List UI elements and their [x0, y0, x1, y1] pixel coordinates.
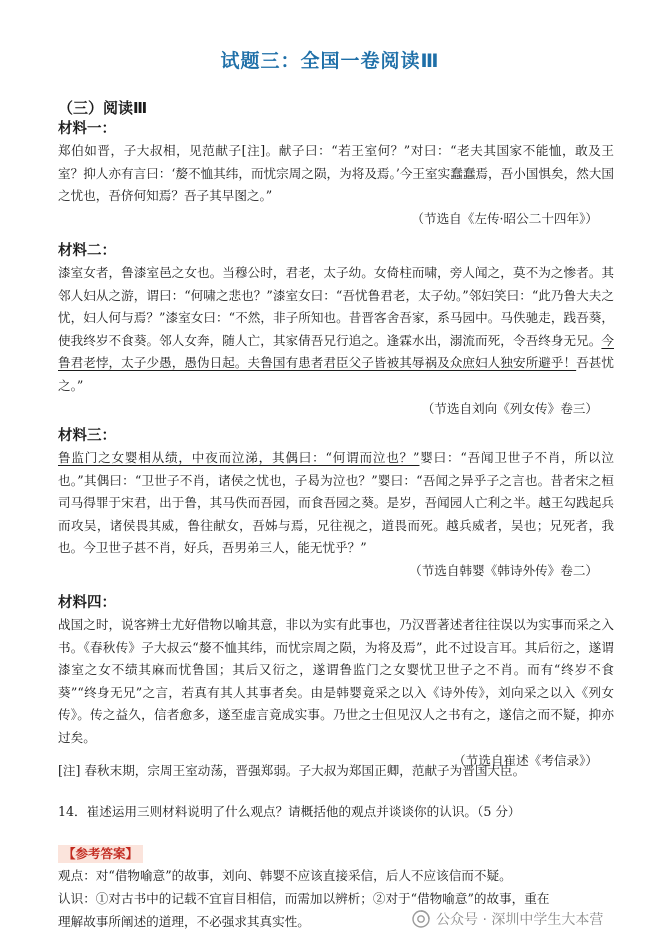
- material-text-part: 漆室女者，鲁漆室邑之女也。当穆公时，君老，太子幼。女倚柱而啸，旁人闻之，莫不为之惨者。其邻人妇从之游，谓曰：“何啸之悲也？”漆室女曰：“吾忧鲁君老，太子幼。”邻妇笑曰：“此乃鲁大夫之忧，妇人何与焉？”漆室女曰：“不然，非子所知也。昔晋客舍吾家，系马园中。马佚驰走，践吾葵，使我终岁不食葵。邻人女奔，随人亡，其家倩吾兄行追之。逢霖水出，溺流而死，令吾终身无兄。: [58, 265, 614, 348]
- material-heading: 材料四：: [58, 595, 116, 611]
- material-text-part: 吾甚忧之。”: [58, 355, 615, 393]
- annotation-note: [注] 春秋末期，宗周王室动荡，晋强郑弱。子大叔为郑国正卿，范献子为晋国大臣。: [58, 763, 526, 778]
- material-4: [58, 592, 614, 772]
- underlined-sentence: 今鲁君老悖，太子少愚，愚伪日起。夫鲁国有患者君臣父子皆被其辱祸及众庶妇人独安所避乎！: [58, 332, 614, 371]
- answer-label: 【参考答案】: [58, 845, 143, 863]
- material-source: （节选自韩婴《韩诗外传》卷二）: [409, 562, 598, 578]
- material-text: 战国之时，说客辨士尤好借物以喻其意，非以为实有此事也，乃汉晋著述者往往误以为实事而采之入书。《春秋传》子大叔云“嫠不恤其纬，而忧宗周之陨，为将及焉”，此不过设言耳。其后衍之，遂谓漆室之女不绩其麻而忧鲁国；其后又衍之，遂谓鲁监门之女婴忧卫世子之不肖。而有“终岁不食葵”“终身无兄”之言，若真有其人其事者矣。由是韩婴竟采之以入《诗外传》，刘向采之以入《列女传》。传之益久，信者愈多，遂至虚言竟成实事。乃世之士但见汉人之书有之，遂信之而不疑，抑亦过矣。: [58, 617, 614, 745]
- material-1: [58, 118, 614, 230]
- underlined-sentence: 鲁监门之女婴相从绩，中夜而泣涕，其偶曰：“何谓而泣也？”: [58, 450, 420, 465]
- section-heading: （三）阅读Ⅲ: [58, 99, 148, 117]
- answer-understanding: 理解故事所阐述的道理，不必强求其真实性。: [58, 914, 310, 929]
- page-title: 试题三：全国一卷阅读Ⅲ: [220, 50, 440, 72]
- material-source: （节选自刘向《列女传》卷三）: [421, 400, 598, 416]
- material-source: （节选自崔述《考信录》）: [453, 752, 598, 768]
- answer-viewpoint: 观点：对“借物喻意”的故事，刘向、韩婴不应该直接采信，后人不应该信而不疑。: [58, 868, 512, 883]
- material-heading: 材料一：: [58, 121, 116, 137]
- wechat-official-account-icon: [412, 910, 430, 928]
- answer-understanding: 认识：①对古书中的记载不宜盲目相信，而需加以辨析；②对于“借物喻意”的故事，重在: [58, 891, 550, 906]
- material-source: （节选自《左传·昭公二十四年》）: [411, 210, 598, 226]
- material-text: [58, 262, 614, 398]
- watermark-text: 公众号 · 深圳中学生大本营: [436, 912, 604, 928]
- material-3: [58, 425, 614, 583]
- material-text-part: 婴曰：“吾闻卫世子不肖，所以泣也。”其偶曰：“卫世子不肖，诸侯之忧也，子曷为泣也？”婴曰：“吾闻之异乎子之言也。昔者宋之桓司马得罪于宋君，出于鲁，其马佚而吾园，而食吾园之葵。是岁，吾闻园人亡利之半。越王勾践起兵而攻吴，诸侯畏其威，鲁往献女，吾姊与焉，兄往视之，道畏而死。越兵威者，吴也；兄死者，我也。今卫世子甚不肖，好兵，吾男弟三人，能无忧乎？”: [58, 450, 614, 556]
- watermark: [412, 909, 603, 929]
- material-heading: 材料三：: [58, 428, 116, 444]
- material-2: [58, 240, 614, 420]
- material-text: 郑伯如晋，子大叔相，见范献子[注]。献子曰：“若王室何？”对曰：“老夫其国家不能恤，敢及王室？抑人亦有言曰：‘嫠不恤其纬，而忧宗周之陨，为将及焉。’今王室实蠢蠢焉，吾小国惧矣，然大国之忧也，吾侪何知焉？吾子其早图之。”: [58, 143, 614, 204]
- material-heading: 材料二：: [58, 243, 116, 259]
- material-text: [58, 447, 614, 560]
- question-14: 14．崔述运用三则材料说明了什么观点？请概括他的观点并谈谈你的认识。（5 分）: [58, 804, 521, 819]
